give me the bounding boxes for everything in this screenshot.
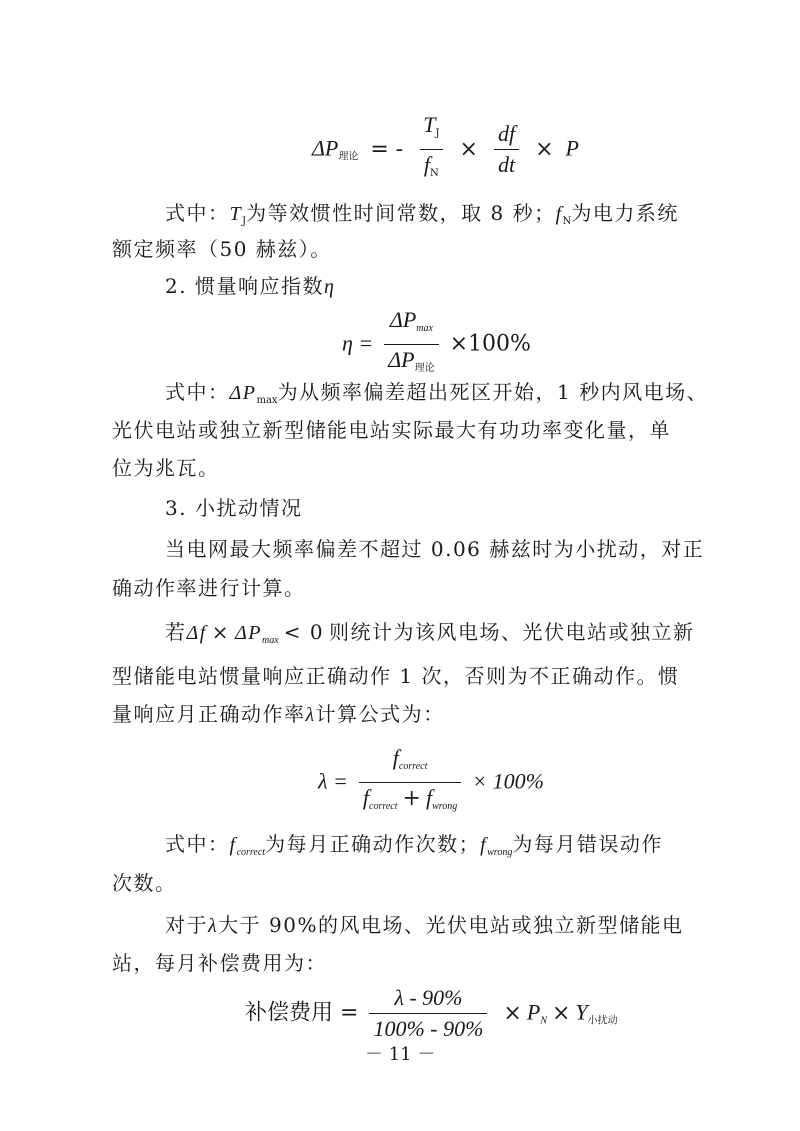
para4-line3b: 计算公式为： xyxy=(315,702,445,726)
para4-times: × xyxy=(211,620,231,644)
formula-lhs-sub: 理论 xyxy=(338,151,359,163)
para1-line1 xyxy=(165,201,679,234)
frac-den2: dt xyxy=(494,149,519,178)
para2-text1: 为从频率偏差超出死区开始，1 秒内风电场、 xyxy=(277,380,709,404)
para5-sub2: wrong xyxy=(487,847,513,858)
para4-cmp: < 0 xyxy=(283,620,325,644)
formula-eta xyxy=(342,307,531,382)
para3-line1: 当电网最大频率偏差不超过 0.06 赫兹时为小扰动，对正 xyxy=(165,537,705,561)
fraction-correct-rate xyxy=(359,745,461,820)
para2-symbol: ΔP xyxy=(229,382,257,404)
para6-a: 对于 xyxy=(165,913,208,937)
frac-den: f xyxy=(423,152,431,177)
para1-t-sub: J xyxy=(242,216,247,227)
para4-expr1: Δf xyxy=(186,622,207,644)
formula-compensation xyxy=(245,985,618,1042)
comp-times2: × xyxy=(551,1000,571,1026)
eta-tail: ×100% xyxy=(449,331,531,357)
comp-p-sub: N xyxy=(540,1015,547,1027)
para5-text2: 为每月错误动作 xyxy=(512,832,663,856)
lambda-num-symbol: f xyxy=(392,745,399,770)
eta-den-symbol: ΔP xyxy=(388,347,415,372)
frac-den-sub: N xyxy=(430,168,439,179)
para1-f-sub: N xyxy=(562,216,572,227)
frac-num: T xyxy=(423,112,436,137)
lambda-num-sub: correct xyxy=(398,761,428,772)
lambda-plus: + xyxy=(402,786,421,811)
para4-line2: 型储能电站惯量响应正确动作 1 次，否则为不正确动作。惯 xyxy=(112,664,680,688)
lambda-den-sub1: correct xyxy=(369,801,398,812)
frac-num-sub: J xyxy=(435,128,440,139)
formula-lhs-symbol: ΔP xyxy=(312,135,339,161)
comp-lhs: 补偿费用 = xyxy=(245,1000,359,1026)
para1-line2: 额定频率（50 赫兹）。 xyxy=(112,237,332,261)
heading2-symbol: η xyxy=(323,276,336,298)
comp-y-symbol: Y xyxy=(575,999,588,1025)
fraction-tj-fn xyxy=(419,112,443,187)
comp-p-symbol: P xyxy=(526,999,541,1025)
comp-num: λ - 90% xyxy=(394,985,463,1010)
para2-line3: 位为兆瓦。 xyxy=(112,456,220,480)
para1-text1: 为等效惯性时间常数，取 8 秒； xyxy=(246,201,556,225)
para5-sym2: f xyxy=(480,834,488,856)
para1-prefix: 式中： xyxy=(165,201,230,225)
para1-t-symbol: T xyxy=(229,203,243,225)
comp-den: 100% - 90% xyxy=(369,1013,487,1042)
lambda-lhs: λ = xyxy=(318,768,348,794)
heading-small-disturbance: 3. 小扰动情况 xyxy=(165,496,303,520)
para5-sub1: correct xyxy=(236,847,266,858)
formula-tail: P xyxy=(565,135,579,161)
para2-prefix: 式中： xyxy=(165,380,230,404)
formula-lambda xyxy=(318,745,544,820)
para6-lambda: λ xyxy=(208,915,219,937)
para6-line2: 站，每月补偿费用为： xyxy=(112,951,327,975)
lambda-den-symbol2: f xyxy=(425,785,433,810)
para5-line1 xyxy=(165,832,663,865)
para2-sub: max xyxy=(256,395,278,406)
times-2: × xyxy=(535,136,554,162)
eta-num-symbol: ΔP xyxy=(389,307,417,332)
para5-text1: 为每月正确动作次数； xyxy=(265,832,481,856)
para6-line1 xyxy=(165,913,683,938)
para4-line1 xyxy=(165,620,695,653)
para4-text1: 则统计为该风电场、光伏电站或独立新 xyxy=(329,620,695,644)
para2-line2: 光伏电站或独立新型储能电站实际最大有功功率变化量，单 xyxy=(112,418,671,442)
lambda-tail: × 100% xyxy=(472,768,544,794)
para4-prefix: 若 xyxy=(165,620,187,644)
para1-text2: 为电力系统 xyxy=(571,201,679,225)
eta-den-sub: 理论 xyxy=(414,363,435,374)
fraction-pmax-ptheory xyxy=(384,307,438,382)
comp-times1: × xyxy=(503,1000,522,1026)
para4-lambda: λ xyxy=(305,704,316,726)
fraction-compensation xyxy=(369,985,487,1042)
frac-num2: df xyxy=(497,121,516,146)
lambda-den-symbol1: f xyxy=(362,785,369,810)
formula-theoretical-power xyxy=(312,112,579,187)
para4-expr2: ΔP xyxy=(235,622,263,644)
eta-lhs: η = xyxy=(342,330,374,356)
para2-line1 xyxy=(165,380,708,413)
para3-line2: 确动作率进行计算。 xyxy=(112,576,306,600)
formula-equals: = - xyxy=(370,136,404,162)
times-1: × xyxy=(459,136,478,162)
para4-line3a: 量响应月正确动作率 xyxy=(112,702,306,726)
para5-sym1: f xyxy=(229,834,237,856)
para5-line2: 次数。 xyxy=(112,871,177,895)
lambda-den-sub2: wrong xyxy=(432,801,458,812)
para6-b: 大于 90%的风电场、光伏电站或独立新型储能电 xyxy=(218,913,684,937)
eta-num-sub: max xyxy=(416,323,433,334)
page-number: － 11 － xyxy=(365,1044,436,1065)
para5-prefix: 式中： xyxy=(165,832,230,856)
para1-f-symbol: f xyxy=(555,203,563,225)
comp-y-sub: 小扰动 xyxy=(587,1015,618,1027)
heading2-text: 2. 惯量响应指数 xyxy=(165,274,324,298)
para4-expr2-sub: max xyxy=(262,635,279,646)
heading-inertia-index xyxy=(165,274,335,299)
fraction-df-dt xyxy=(494,121,519,178)
para4-line3 xyxy=(112,702,445,727)
